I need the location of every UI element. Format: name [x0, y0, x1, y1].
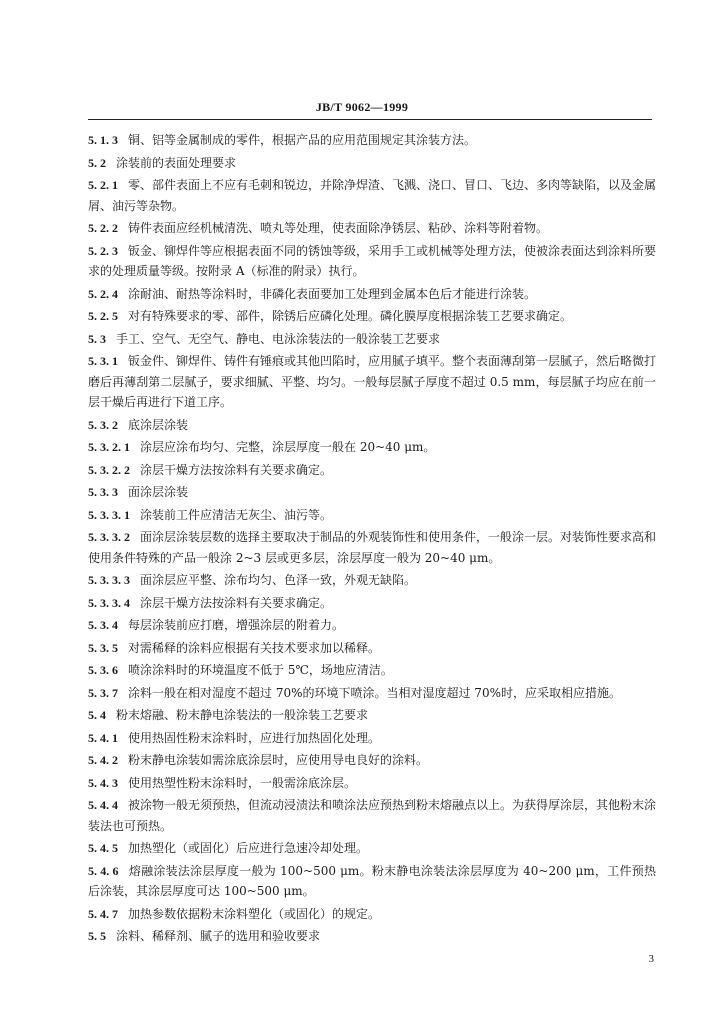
- clause-number: 5. 4. 5: [88, 841, 118, 855]
- clause-text: 铜、铝等金属制成的零件，根据产品的应用范围规定其涂装方法。: [128, 133, 477, 147]
- clause-text: 使用热固性粉末涂料时，应进行加热固化处理。: [128, 730, 381, 745]
- clause-number: 5. 4. 2: [88, 753, 118, 767]
- clause-5-4-6: [88, 861, 656, 902]
- clause-number: 5. 2. 5: [88, 309, 118, 323]
- clause-5-4-5: [88, 838, 656, 859]
- clause-5-3: [88, 329, 656, 350]
- clause-number: 5. 2. 4: [88, 286, 118, 301]
- clause-5-5: [88, 926, 656, 947]
- clause-text: 涂耐油、耐热等涂料时，非磷化表面要加工处理到金属本色后才能进行涂装。: [128, 286, 537, 301]
- clause-number: 5. 3. 1: [88, 354, 118, 368]
- clause-number: 5. 3. 3. 2: [88, 530, 130, 544]
- clause-number: 5. 4: [88, 708, 106, 722]
- clause-5-3-3: [88, 482, 656, 503]
- clause-text: 被涂物一般无须预热，但流动浸渍法和喷涂法应预热到粉末熔融点以上。为获得厚涂层，其他粉末涂装法也可预热。: [88, 798, 657, 833]
- clause-text: 每层涂装前应打磨，增强涂层的附着力。: [128, 618, 345, 632]
- clause-5-2: [88, 153, 656, 174]
- clause-text: 喷涂涂料时的环境温度不低于 5℃，场地应清洁。: [128, 663, 393, 677]
- standard-code-header: JB/T 9062—1999: [315, 100, 409, 114]
- clause-text: 手工、空气、无空气、静电、电泳涂装法的一般涂装工艺要求: [116, 331, 441, 346]
- clause-text: 涂装前的表面处理要求: [116, 155, 237, 170]
- clause-number: 5. 3. 3: [88, 485, 118, 499]
- clause-text: 熔融涂装法涂层厚度一般为 100~500 μm。粉末静电涂装法涂层厚度为 40~200 μm，工件预热后涂装，其涂层厚度可达 100~500 μm。: [88, 863, 656, 898]
- clause-text: 零、部件表面上不应有毛刺和锐边，并除净焊渣、飞溅、浇口、冒口、飞边、多肉等缺陷，以及金属屑、油污等杂物。: [88, 178, 657, 213]
- clause-text: 加热塑化（或固化）后应进行急速冷却处理。: [128, 841, 369, 855]
- clause-5-3-2: [88, 415, 656, 436]
- clause-5-3-4: [88, 615, 656, 636]
- clause-5-4-2: [88, 750, 656, 771]
- clause-text: 面涂层应平整、涂布均匀、色泽一致，外观无缺陷。: [140, 573, 417, 587]
- clause-5-2-2: [88, 218, 656, 239]
- clause-number: 5. 3. 3. 1: [88, 507, 130, 522]
- clause-number: 5. 4. 1: [88, 730, 118, 745]
- clause-5-4-3: [88, 773, 656, 794]
- clause-number: 5. 3. 5: [88, 640, 118, 655]
- clause-5-2-3: [88, 241, 656, 282]
- clause-5-4-7: [88, 904, 656, 925]
- clause-number: 5. 4. 4: [88, 798, 118, 812]
- clause-text: 钣金件、铆焊件、铸件有锤痕或其他凹陷时，应用腻子填平。整个表面薄刮第一层腻子，然后略微打磨后再薄刮第二层腻子，要求细腻、平整、均匀。一般每层腻子厚度不超过 0.5 mm，每层腻子均应在前一层干燥后再进行下道工序。: [88, 354, 657, 409]
- body-text: [88, 130, 656, 949]
- clause-text: 铸件表面应经机械清洗、喷丸等处理，使表面除净锈层、粘砂、涂料等附着物。: [128, 221, 549, 235]
- clause-text: 粉末静电涂装如需涂底涂层时，应使用导电良好的涂料。: [128, 753, 429, 767]
- clause-number: 5. 2. 3: [88, 243, 118, 258]
- clause-5-3-3-4: [88, 593, 656, 614]
- clause-number: 5. 3. 4: [88, 618, 118, 632]
- clause-number: 5. 3. 3. 3: [88, 573, 130, 587]
- clause-5-1-3: [88, 130, 656, 151]
- clause-text: 涂装前工件应清洁无灰尘、油污等。: [140, 507, 333, 522]
- clause-5-4-4: [88, 795, 656, 836]
- clause-5-3-3-2: [88, 527, 656, 568]
- clause-5-3-6: [88, 660, 656, 681]
- clause-5-2-4: [88, 284, 656, 305]
- clause-number: 5. 3: [88, 331, 106, 346]
- page-number: 3: [648, 953, 654, 965]
- clause-text: 涂层应涂布均匀、完整，涂层厚度一般在 20~40 μm。: [140, 440, 436, 454]
- clause-number: 5. 4. 3: [88, 775, 118, 790]
- clause-number: 5. 3. 7: [88, 685, 118, 700]
- clause-text: 粉末熔融、粉末静电涂装法的一般涂装工艺要求: [116, 708, 369, 722]
- clause-number: 5. 3. 3. 4: [88, 595, 130, 610]
- clause-5-4: [88, 705, 656, 726]
- clause-number: 5. 2. 1: [88, 178, 118, 192]
- clause-5-3-7: [88, 683, 656, 704]
- clause-5-3-1: [88, 351, 656, 413]
- clause-5-3-3-3: [88, 570, 656, 591]
- clause-text: 涂层干燥方法按涂料有关要求确定。: [140, 595, 333, 610]
- clause-text: 钣金、铆焊件等应根据表面不同的锈蚀等级，采用手工或机械等处理方法，使被涂表面达到涂料所要求的处理质量等级。按附录 A（标准的附录）执行。: [88, 243, 657, 278]
- clause-text: 底涂层涂装: [128, 417, 189, 432]
- clause-5-3-2-2: [88, 460, 656, 481]
- clause-number: 5. 1. 3: [88, 133, 118, 147]
- clause-5-4-1: [88, 728, 656, 749]
- clause-text: 面涂层涂装层数的选择主要取决于制品的外观装饰性和使用条件，一般涂一层。对装饰性要求高和使用条件特殊的产品一般涂 2~3 层或更多层，涂层厚度一般为 20~40 μm。: [88, 530, 657, 565]
- clause-text: 涂料、稀释剂、腻子的选用和验收要求: [116, 929, 321, 943]
- clause-text: 涂料一般在相对湿度不超过 70%的环境下喷涂。当相对湿度超过 70%时，应采取相应措施。: [128, 685, 621, 700]
- header-divider: [88, 119, 652, 120]
- clause-number: 5. 2: [88, 155, 106, 170]
- clause-5-3-5: [88, 638, 656, 659]
- clause-text: 涂层干燥方法按涂料有关要求确定。: [140, 462, 333, 477]
- clause-5-3-2-1: [88, 437, 656, 458]
- clause-number: 5. 3. 2. 1: [88, 440, 130, 454]
- clause-number: 5. 4. 6: [88, 863, 119, 878]
- clause-number: 5. 4. 7: [88, 906, 118, 921]
- clause-5-3-3-1: [88, 505, 656, 526]
- clause-number: 5. 3. 6: [88, 663, 118, 677]
- clause-5-2-5: [88, 306, 656, 327]
- clause-number: 5. 3. 2. 2: [88, 462, 130, 477]
- clause-text: 对需稀释的涂料应根据有关技术要求加以稀释。: [128, 640, 381, 655]
- clause-text: 对有特殊要求的零、部件，除锈后应磷化处理。磷化膜厚度根据涂装工艺要求确定。: [128, 309, 573, 323]
- clause-number: 5. 5: [88, 929, 106, 943]
- clause-text: 使用热塑性粉末涂料时，一般需涂底涂层。: [128, 775, 357, 790]
- clause-number: 5. 3. 2: [88, 417, 118, 432]
- clause-5-2-1: [88, 175, 656, 216]
- clause-text: 面涂层涂装: [128, 485, 189, 499]
- clause-text: 加热参数依据粉末涂料塑化（或固化）的规定。: [128, 906, 381, 921]
- clause-number: 5. 2. 2: [88, 221, 118, 235]
